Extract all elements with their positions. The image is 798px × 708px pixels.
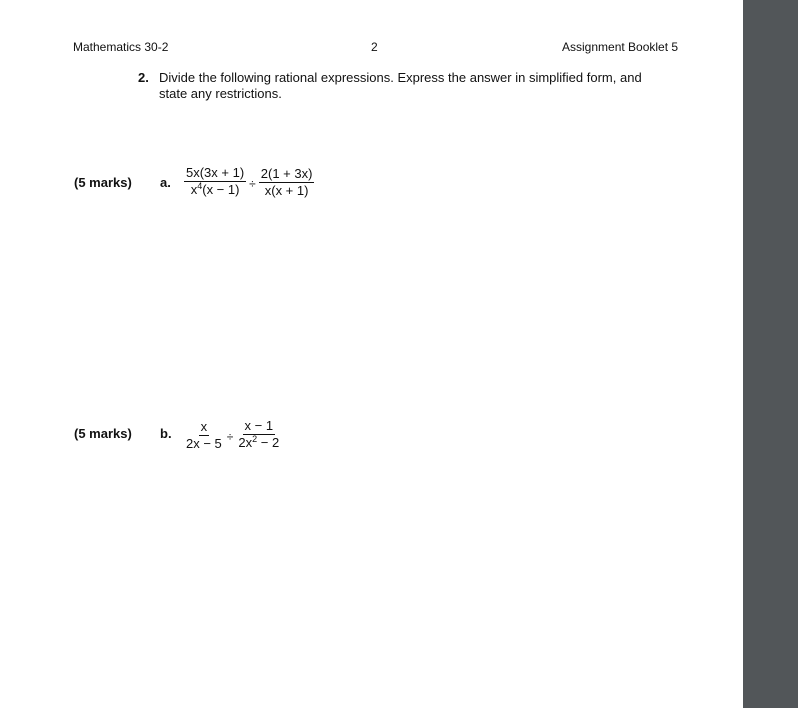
question-text-line2: state any restrictions. [159, 86, 282, 101]
part-a-fraction-1 [184, 166, 246, 198]
part-a-expression [184, 166, 314, 198]
header-course: Mathematics 30-2 [73, 40, 169, 54]
header-page-number: 2 [371, 40, 378, 54]
part-b-den-rest: − 2 [257, 435, 280, 450]
part-b-den-base: 2x [238, 435, 253, 450]
part-b-fraction-2-denominator [236, 435, 281, 451]
part-a-den-exponent: 4 [197, 181, 203, 191]
header-booklet: Assignment Booklet 5 [562, 40, 679, 54]
part-b-fraction-2-numerator: x − 1 [244, 418, 274, 433]
question-text-line1: Divide the following rational expressions. Express the answer in simplified form, and [159, 70, 642, 85]
part-b-fraction-2 [236, 419, 281, 451]
part-b-fraction-1 [184, 420, 224, 451]
part-a-label: a. [160, 175, 171, 190]
part-a-den-base: x [190, 182, 198, 197]
part-b-fraction-1-denominator: 2x − 5 [186, 435, 222, 451]
part-b-fraction-1-numerator: x [200, 418, 208, 434]
part-a-fraction-1-numerator: 5x(3x + 1) [186, 165, 245, 180]
part-a-divide-operator: ÷ [249, 177, 256, 191]
viewer-background-scroll-area[interactable] [743, 0, 798, 708]
part-a-marks: (5 marks) [74, 175, 132, 190]
part-a-fraction-1-denominator [189, 182, 242, 198]
part-a-fraction-2-numerator: 2(1 + 3x) [260, 165, 313, 181]
part-a-fraction-2-denominator: x(x + 1) [264, 182, 309, 198]
part-a-fraction-2 [259, 167, 315, 198]
part-b-expression [184, 419, 281, 451]
part-b-marks: (5 marks) [74, 426, 132, 441]
part-b-divide-operator: ÷ [226, 430, 234, 444]
question-number: 2. [138, 70, 149, 85]
part-a-den-rest: (x − 1) [202, 182, 240, 197]
part-b-den-exponent: 2 [252, 434, 258, 444]
part-b-label: b. [160, 426, 172, 441]
